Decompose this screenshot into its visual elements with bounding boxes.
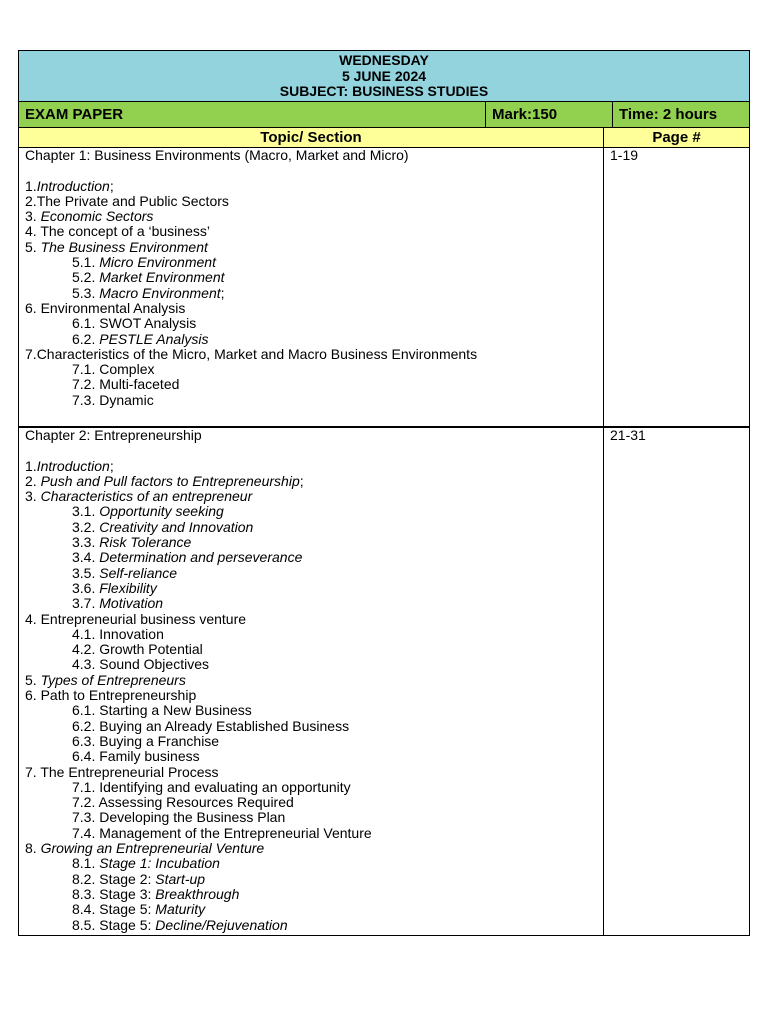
item-text: Start-up	[155, 870, 206, 887]
item-number: 3.3.	[72, 534, 100, 551]
item-text: Micro Environment	[99, 254, 216, 271]
item-text: Assessing Resources Required	[98, 794, 294, 811]
list-item	[25, 719, 603, 734]
item-text: Multi-faceted	[99, 376, 180, 393]
item-number: 8.5. Stage 5:	[72, 916, 156, 933]
exam-paper-cell: EXAM PAPER	[18, 101, 485, 128]
list-item	[25, 332, 603, 347]
item-suffix: ;	[109, 177, 114, 194]
item-text: Sound Objectives	[99, 656, 209, 673]
item-number: 4.3.	[72, 656, 100, 673]
list-item	[25, 749, 603, 764]
list-item	[25, 301, 603, 316]
item-text: Self-reliance	[99, 564, 178, 581]
list-item	[25, 810, 603, 825]
item-number: 5.1.	[72, 254, 100, 271]
item-number: 6.4.	[72, 748, 100, 765]
topic-column-header: Topic/ Section	[18, 128, 603, 148]
item-text: The Private and Public Sectors	[36, 192, 229, 209]
item-text: Growing an Entrepreneurial Venture	[40, 840, 265, 857]
header-block	[18, 50, 750, 101]
item-text: Entrepreneurial business venture	[40, 610, 247, 627]
list-item	[25, 347, 603, 362]
item-text: Complex	[99, 361, 155, 378]
item-number: 3.	[25, 488, 41, 505]
list-item	[25, 194, 603, 209]
item-text: Dynamic	[99, 391, 154, 408]
item-text: Decline/Rejuvenation	[155, 916, 288, 933]
list-item	[25, 688, 603, 703]
list-item	[25, 872, 603, 887]
list-item	[25, 474, 603, 489]
chapter-1-title: Chapter 1: Business Environments (Macro, Market and Micro)	[25, 147, 409, 163]
chapter-2-title: Chapter 2: Entrepreneurship	[25, 427, 202, 443]
item-number: 1.	[25, 177, 37, 194]
item-text: The Entrepreneurial Process	[40, 763, 219, 780]
item-number: 8.	[25, 840, 41, 857]
list-item	[25, 535, 603, 550]
exam-schedule-table	[18, 50, 750, 936]
item-text: Buying a Franchise	[99, 732, 220, 749]
item-text: Determination and perseverance	[99, 549, 303, 566]
chapter-2-list	[25, 459, 603, 933]
item-text: Types of Entrepreneurs	[40, 671, 186, 688]
chapter-1-row	[18, 148, 750, 427]
item-text: Starting a New Business	[99, 702, 252, 719]
list-item	[25, 489, 603, 504]
item-number: 6.2.	[72, 330, 100, 347]
chapter-2-topics	[18, 427, 603, 936]
item-text: Opportunity seeking	[99, 503, 224, 520]
subject-label: SUBJECT: BUSINESS STUDIES	[279, 83, 489, 99]
page-column-header: Page #	[603, 128, 750, 148]
list-item	[25, 841, 603, 856]
item-text: Innovation	[99, 625, 164, 642]
list-item	[25, 179, 603, 194]
item-text: Push and Pull factors to Entrepreneurship	[40, 472, 300, 489]
item-text: Flexibility	[99, 579, 157, 596]
list-item	[25, 657, 603, 672]
item-number: 5.2.	[72, 269, 100, 286]
list-item	[25, 240, 603, 255]
list-item	[25, 596, 603, 611]
item-number: 4.2.	[72, 641, 100, 658]
item-number: 3.	[25, 208, 41, 225]
list-item	[25, 780, 603, 795]
item-number: 1.	[25, 457, 37, 474]
item-text: Maturity	[155, 901, 206, 918]
item-number: 2.	[25, 472, 41, 489]
list-item	[25, 703, 603, 718]
column-header-row	[18, 128, 750, 148]
item-number: 6.2.	[72, 717, 100, 734]
list-item	[25, 918, 603, 933]
item-text: Introduction	[36, 177, 110, 194]
list-item	[25, 765, 603, 780]
list-item	[25, 520, 603, 535]
item-suffix: ;	[299, 472, 304, 489]
info-row	[18, 101, 750, 128]
item-number: 3.1.	[72, 503, 100, 520]
item-number: 7.3.	[72, 809, 100, 826]
item-number: 3.5.	[72, 564, 100, 581]
time-cell: Time: 2 hours	[612, 101, 750, 128]
item-text: Breakthrough	[155, 885, 240, 902]
item-number: 3.6.	[72, 579, 100, 596]
item-text: The Business Environment	[40, 238, 208, 255]
list-item	[25, 224, 603, 239]
item-number: 4.	[25, 610, 41, 627]
item-text: SWOT Analysis	[99, 315, 197, 332]
list-item	[25, 887, 603, 902]
item-number: 8.1.	[72, 855, 100, 872]
list-item	[25, 612, 603, 627]
item-text: Introduction	[36, 457, 110, 474]
list-item	[25, 734, 603, 749]
item-number: 4.1.	[72, 625, 100, 642]
list-item	[25, 581, 603, 596]
list-item	[25, 627, 603, 642]
list-item	[25, 270, 603, 285]
list-item	[25, 393, 603, 408]
item-number: 7.	[25, 763, 41, 780]
item-text: Characteristics of the Micro, Market and Macro Business Environments	[36, 345, 478, 362]
item-text: Buying an Already Established Business	[99, 717, 350, 734]
item-text: The concept of a ‘business’	[40, 223, 210, 240]
list-item	[25, 286, 603, 301]
list-item	[25, 902, 603, 917]
item-suffix: ;	[109, 457, 114, 474]
item-text: PESTLE Analysis	[99, 330, 209, 347]
day-label: WEDNESDAY	[339, 52, 429, 68]
item-number: 3.7.	[72, 595, 100, 612]
item-number: 7.3.	[72, 391, 100, 408]
item-number: 5.	[25, 238, 41, 255]
item-number: 7.2.	[72, 794, 99, 811]
item-text: Motivation	[99, 595, 164, 612]
item-number: 6.1.	[72, 315, 100, 332]
chapter-1-pages: 1-19	[603, 148, 750, 427]
list-item	[25, 316, 603, 331]
item-suffix: ;	[220, 284, 225, 301]
list-item	[25, 566, 603, 581]
mark-cell: Mark:150	[485, 101, 612, 128]
item-text: Economic Sectors	[40, 208, 154, 225]
item-number: 6.	[25, 299, 41, 316]
list-item	[25, 856, 603, 871]
item-text: Creativity and Innovation	[99, 518, 254, 535]
list-item	[25, 209, 603, 224]
date-label: 5 JUNE 2024	[341, 67, 427, 84]
item-text: Family business	[99, 748, 200, 765]
item-text: Identifying and evaluating an opportunity	[99, 778, 351, 795]
item-number: 5.3.	[72, 284, 100, 301]
item-number: 5.	[25, 671, 41, 688]
item-text: Market Environment	[99, 269, 225, 286]
list-item	[25, 504, 603, 519]
item-number: 7.1.	[72, 778, 100, 795]
item-number: 8.4. Stage 5:	[72, 901, 156, 918]
item-number: 6.1.	[72, 702, 100, 719]
list-item	[25, 826, 603, 841]
item-text: Path to Entrepreneurship	[40, 687, 197, 704]
item-number: 7.2.	[72, 376, 100, 393]
list-item	[25, 642, 603, 657]
item-text: Characteristics of an entrepreneur	[40, 488, 253, 505]
list-item	[25, 255, 603, 270]
item-number: 6.3.	[72, 732, 100, 749]
item-number: 3.2.	[72, 518, 100, 535]
list-item	[25, 550, 603, 565]
list-item	[25, 377, 603, 392]
chapter-2-row	[18, 427, 750, 936]
item-text: Risk Tolerance	[99, 534, 192, 551]
item-number: 8.3. Stage 3:	[72, 885, 156, 902]
item-text: Stage 1: Incubation	[99, 855, 220, 872]
item-number: 7.1.	[72, 361, 100, 378]
item-number: 6.	[25, 687, 41, 704]
item-number: 4.	[25, 223, 41, 240]
item-text: Developing the Business Plan	[99, 809, 286, 826]
list-item	[25, 459, 603, 474]
item-text: Macro Environment	[99, 284, 221, 301]
chapter-2-pages: 21-31	[603, 427, 750, 936]
item-number: 2.	[25, 192, 37, 209]
item-text: Environmental Analysis	[40, 299, 186, 316]
item-number: 7.	[25, 345, 37, 362]
chapter-1-list	[25, 179, 603, 408]
list-item	[25, 795, 603, 810]
item-number: 7.4.	[72, 824, 100, 841]
chapter-1-topics	[18, 148, 603, 427]
item-text: Management of the Entrepreneurial Venture	[99, 824, 372, 841]
item-number: 8.2. Stage 2:	[72, 870, 156, 887]
item-number: 3.4.	[72, 549, 100, 566]
item-text: Growth Potential	[99, 641, 203, 658]
list-item	[25, 362, 603, 377]
list-item	[25, 673, 603, 688]
